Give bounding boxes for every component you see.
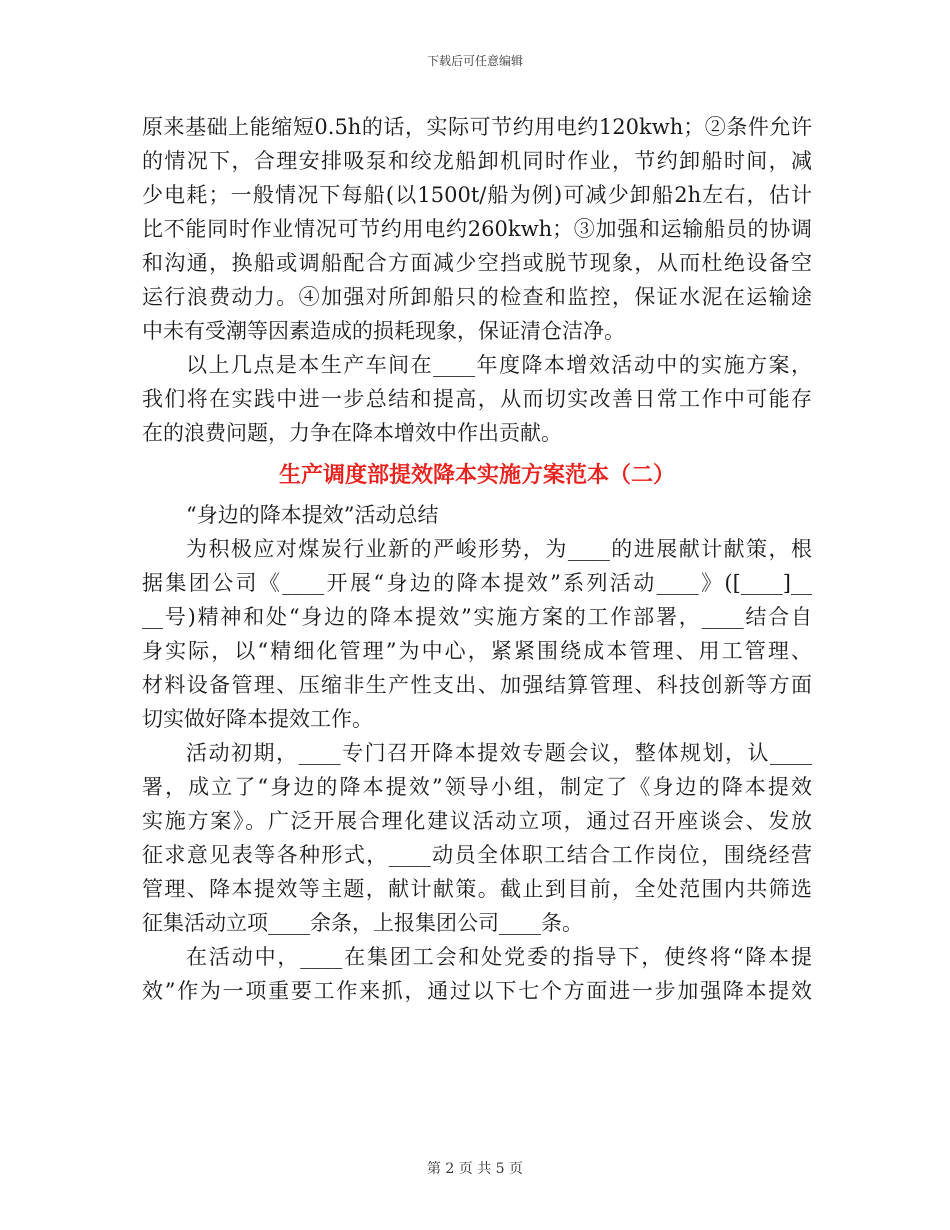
section-title: 生产调度部提效降本实施方案范本（二） xyxy=(278,462,675,488)
page-header: 下载后可任意编辑 xyxy=(426,54,523,68)
paragraph xyxy=(142,110,812,348)
text-line: 和沟通，换船或调船配合方面减少空挡或脱节现象，从而杜绝设备空 xyxy=(142,251,812,275)
text-line: 材料设备管理、压缩非生产性支出、加强结算管理、科技创新等方面 xyxy=(142,673,812,697)
text-line: 活动初期，____专门召开降本提效专题会议，整体规划，认____ xyxy=(186,741,812,765)
text-line: 在活动中，____在集团工会和处党委的指导下，使终将“降本提 xyxy=(186,945,812,969)
text-line: 在的浪费问题，力争在降本增效中作出贡献。 xyxy=(142,421,562,445)
paragraph xyxy=(142,348,812,450)
text-line: 原来基础上能缩短0.5h的话，实际可节约用电约120kwh；②条件允许 xyxy=(142,115,812,139)
subtitle-line: “身边的降本提效”活动总结 xyxy=(186,503,439,527)
text-line: 切实做好降本提效工作。 xyxy=(142,707,373,731)
text-line: 中未有受潮等因素造成的损耗现象，保证清仓洁净。 xyxy=(142,319,625,343)
paragraph xyxy=(142,940,812,1008)
text-line: 为积极应对煤炭行业新的严峻形势，为____的进展献计献策，根 xyxy=(186,537,812,561)
document-body xyxy=(142,110,812,1008)
text-line: 少电耗；一般情况下每船(以1500t/船为例)可减少卸船2h左右，估计 xyxy=(142,183,812,207)
text-line: 比不能同时作业情况可节约用电约260kwh；③加强和运输船员的协调 xyxy=(142,217,812,241)
text-line: __号)精神和处“身边的降本提效”实施方案的工作部署，____结合自 xyxy=(142,605,812,629)
text-line: 以上几点是本生产车间在____年度降本增效活动中的实施方案， xyxy=(186,353,812,377)
text-line: 署，成立了“身边的降本提效”领导小组，制定了《身边的降本提效 xyxy=(142,775,812,799)
page-footer: 第 2 页 共 5 页 xyxy=(426,1161,524,1177)
text-line: 管理、降本提效等主题，献计献策。截止到目前，全处范围内共筛选 xyxy=(142,877,812,901)
text-line: 的情况下，合理安排吸泵和绞龙船卸机同时作业，节约卸船时间，减 xyxy=(142,149,812,173)
text-line: 征集活动立项____余条，上报集团公司____条。 xyxy=(142,911,583,935)
text-line: 身实际，以“精细化管理”为中心，紧紧围绕成本管理、用工管理、 xyxy=(142,639,812,663)
text-line: 我们将在实践中进一步总结和提高，从而切实改善日常工作中可能存 xyxy=(142,387,812,411)
text-line: 征求意见表等各种形式，____动员全体职工结合工作岗位，围绕经营 xyxy=(142,843,812,867)
paragraph xyxy=(142,498,812,736)
text-line: 运行浪费动力。④加强对所卸船只的检查和监控，保证水泥在运输途 xyxy=(142,285,812,309)
paragraph xyxy=(142,736,812,940)
text-line: 据集团公司《____开展“身边的降本提效”系列活动____》([____]__ xyxy=(142,571,812,595)
text-line: 实施方案》。广泛开展合理化建议活动立项，通过召开座谈会、发放 xyxy=(142,809,812,833)
text-line: 效”作为一项重要工作来抓，通过以下七个方面进一步加强降本提效 xyxy=(142,979,812,1003)
